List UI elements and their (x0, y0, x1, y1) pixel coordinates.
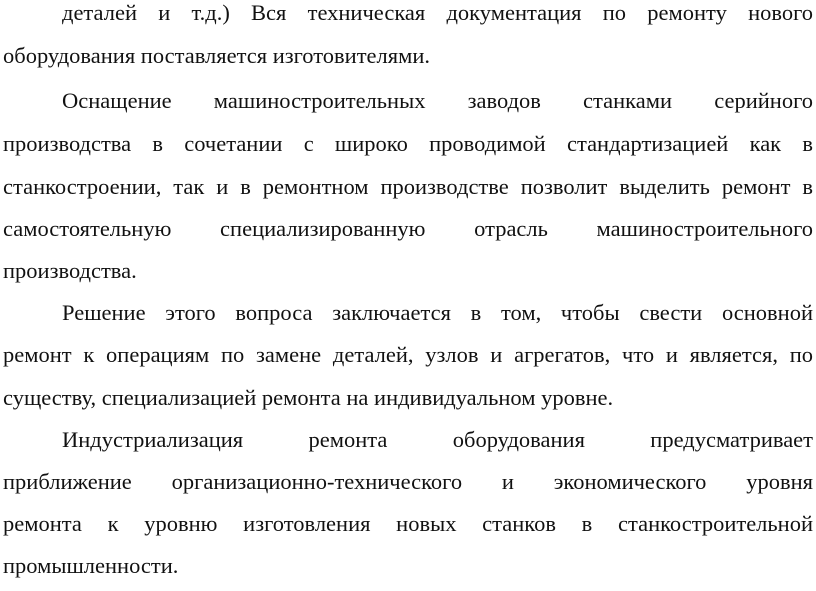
text-line: производства. (3, 258, 137, 283)
text-line: деталей и т.д.) Вся техническая документация по ремонту нового (62, 0, 813, 25)
text-line: Индустриализация ремонта оборудования предусматривает (62, 427, 813, 452)
text-line: производства в сочетании с широко проводимой стандартизацией как в (3, 131, 813, 156)
text-line: Решение этого вопроса заключается в том, чтобы свести основной (62, 300, 813, 325)
text-line: Оснащение машиностроительных заводов станками серийного (62, 88, 813, 113)
text-line: приближение организационно-технического и экономического уровня (3, 469, 813, 494)
text-line: промышленности. (3, 553, 179, 578)
text-line: ремонт к операциям по замене деталей, узлов и агрегатов, что и является, по (3, 342, 813, 367)
text-line: ремонта к уровню изготовления новых станков в станкостроительной (3, 511, 813, 536)
text-line: самостоятельную специализированную отрасль машиностроительного (3, 216, 813, 241)
text-line: оборудования поставляется изготовителями. (3, 43, 430, 68)
text-line: существу, специализацией ремонта на индивидуальном уровне. (3, 385, 614, 410)
text-line: станкостроении, так и в ремонтном производстве позволит выделить ремонт в (3, 174, 813, 199)
